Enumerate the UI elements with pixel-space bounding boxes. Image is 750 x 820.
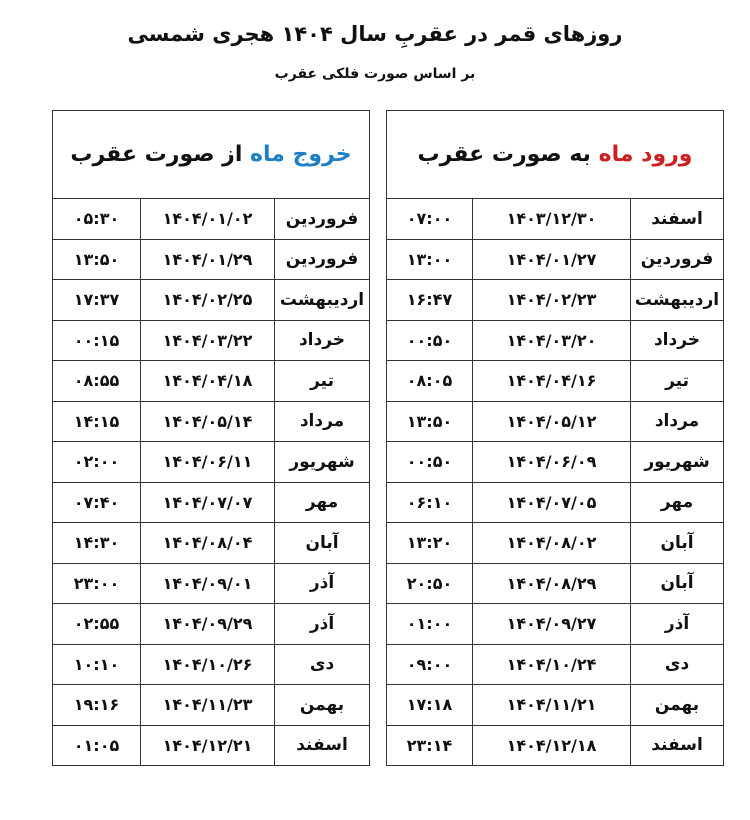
table-row: [387, 604, 724, 645]
month-cell: فروردین: [275, 239, 370, 280]
table-row: [53, 563, 370, 604]
page-subtitle: بر اساس صورت فلکی عقرب: [274, 66, 476, 82]
exit-table: [52, 110, 370, 766]
month-cell: شهریور: [631, 442, 724, 483]
month-cell: اسفند: [631, 199, 724, 240]
date-cell: ۱۴۰۴/۰۶/۰۹: [473, 442, 631, 483]
date-cell: ۱۴۰۴/۰۷/۰۷: [141, 482, 275, 523]
date-cell: ۱۴۰۴/۰۴/۱۶: [473, 361, 631, 402]
exit-table-heading: [53, 111, 370, 199]
month-cell: مرداد: [631, 401, 724, 442]
month-cell: خرداد: [275, 320, 370, 361]
month-cell: آبان: [631, 563, 724, 604]
table-row: [387, 401, 724, 442]
month-cell: مهر: [275, 482, 370, 523]
date-cell: ۱۴۰۴/۰۸/۰۲: [473, 523, 631, 564]
table-row: [53, 442, 370, 483]
time-cell: ۱۶:۴۷: [387, 280, 473, 321]
month-cell: خرداد: [631, 320, 724, 361]
month-cell: تیر: [275, 361, 370, 402]
date-cell: ۱۴۰۴/۰۸/۰۴: [141, 523, 275, 564]
table-row: [387, 361, 724, 402]
table-row: [387, 320, 724, 361]
entry-table: [386, 110, 724, 766]
table-row: [387, 685, 724, 726]
time-cell: ۰۵:۳۰: [53, 199, 141, 240]
table-row: [53, 401, 370, 442]
time-cell: ۰۲:۵۵: [53, 604, 141, 645]
month-cell: اردیبهشت: [275, 280, 370, 321]
date-cell: ۱۴۰۴/۱۱/۲۱: [473, 685, 631, 726]
table-row: [53, 361, 370, 402]
time-cell: ۰۰:۱۵: [53, 320, 141, 361]
table-row: [387, 482, 724, 523]
time-cell: ۰۱:۰۰: [387, 604, 473, 645]
time-cell: ۰۶:۱۰: [387, 482, 473, 523]
table-row: [53, 320, 370, 361]
month-cell: دی: [275, 644, 370, 685]
exit-heading-rest: از صورت عقرب: [70, 142, 243, 167]
exit-table-body: [53, 199, 370, 766]
table-row: [53, 280, 370, 321]
table-row: [53, 482, 370, 523]
time-cell: ۰۰:۵۰: [387, 320, 473, 361]
date-cell: ۱۴۰۴/۱۲/۲۱: [141, 725, 275, 766]
date-cell: ۱۴۰۴/۰۵/۱۴: [141, 401, 275, 442]
date-cell: ۱۴۰۴/۱۱/۲۳: [141, 685, 275, 726]
time-cell: ۲۰:۵۰: [387, 563, 473, 604]
month-cell: بهمن: [275, 685, 370, 726]
date-cell: ۱۴۰۴/۱۲/۱۸: [473, 725, 631, 766]
table-row: [387, 523, 724, 564]
time-cell: ۰۷:۰۰: [387, 199, 473, 240]
date-cell: ۱۴۰۴/۰۲/۲۳: [473, 280, 631, 321]
entry-heading-accent: ورود ماه: [598, 142, 693, 167]
table-row: [53, 644, 370, 685]
table-row: [53, 199, 370, 240]
time-cell: ۱۰:۱۰: [53, 644, 141, 685]
time-cell: ۱۳:۲۰: [387, 523, 473, 564]
month-cell: آذر: [275, 563, 370, 604]
date-cell: ۱۴۰۴/۱۰/۲۶: [141, 644, 275, 685]
exit-heading-accent: خروج ماه: [250, 142, 352, 167]
time-cell: ۱۳:۵۰: [387, 401, 473, 442]
date-cell: ۱۴۰۴/۰۳/۲۰: [473, 320, 631, 361]
time-cell: ۰۹:۰۰: [387, 644, 473, 685]
date-cell: ۱۴۰۴/۱۰/۲۴: [473, 644, 631, 685]
time-cell: ۱۴:۱۵: [53, 401, 141, 442]
month-cell: اسفند: [275, 725, 370, 766]
month-cell: فروردین: [631, 239, 724, 280]
date-cell: ۱۴۰۴/۰۹/۲۹: [141, 604, 275, 645]
month-cell: بهمن: [631, 685, 724, 726]
entry-table-heading: [387, 111, 724, 199]
date-cell: ۱۴۰۴/۰۵/۱۲: [473, 401, 631, 442]
time-cell: ۰۸:۰۵: [387, 361, 473, 402]
month-cell: فروردین: [275, 199, 370, 240]
month-cell: آبان: [275, 523, 370, 564]
date-cell: ۱۴۰۴/۰۱/۲۹: [141, 239, 275, 280]
table-row: [387, 280, 724, 321]
time-cell: ۰۷:۴۰: [53, 482, 141, 523]
time-cell: ۰۸:۵۵: [53, 361, 141, 402]
table-row: [53, 725, 370, 766]
table-row: [387, 563, 724, 604]
time-cell: ۰۱:۰۵: [53, 725, 141, 766]
month-cell: آذر: [631, 604, 724, 645]
time-cell: ۲۳:۰۰: [53, 563, 141, 604]
time-cell: ۰۰:۵۰: [387, 442, 473, 483]
table-row: [53, 685, 370, 726]
month-cell: آذر: [275, 604, 370, 645]
month-cell: مرداد: [275, 401, 370, 442]
month-cell: تیر: [631, 361, 724, 402]
date-cell: ۱۴۰۳/۱۲/۳۰: [473, 199, 631, 240]
entry-table-body: [387, 199, 724, 766]
table-row: [387, 725, 724, 766]
time-cell: ۱۳:۵۰: [53, 239, 141, 280]
time-cell: ۱۷:۱۸: [387, 685, 473, 726]
date-cell: ۱۴۰۴/۰۱/۰۲: [141, 199, 275, 240]
table-row: [387, 644, 724, 685]
page-title: روزهای قمر در عقربِ سال ۱۴۰۴ هجری شمسی: [127, 22, 623, 46]
entry-heading-rest: به صورت عقرب: [417, 142, 591, 167]
date-cell: ۱۴۰۴/۰۸/۲۹: [473, 563, 631, 604]
date-cell: ۱۴۰۴/۰۱/۲۷: [473, 239, 631, 280]
table-row: [53, 604, 370, 645]
time-cell: ۰۲:۰۰: [53, 442, 141, 483]
month-cell: شهریور: [275, 442, 370, 483]
table-row: [53, 523, 370, 564]
month-cell: اسفند: [631, 725, 724, 766]
date-cell: ۱۴۰۴/۰۳/۲۲: [141, 320, 275, 361]
table-row: [53, 239, 370, 280]
date-cell: ۱۴۰۴/۰۷/۰۵: [473, 482, 631, 523]
date-cell: ۱۴۰۴/۰۲/۲۵: [141, 280, 275, 321]
month-cell: مهر: [631, 482, 724, 523]
date-cell: ۱۴۰۴/۰۶/۱۱: [141, 442, 275, 483]
month-cell: دی: [631, 644, 724, 685]
time-cell: ۱۷:۳۷: [53, 280, 141, 321]
date-cell: ۱۴۰۴/۰۴/۱۸: [141, 361, 275, 402]
table-row: [387, 239, 724, 280]
time-cell: ۱۳:۰۰: [387, 239, 473, 280]
date-cell: ۱۴۰۴/۰۹/۰۱: [141, 563, 275, 604]
date-cell: ۱۴۰۴/۰۹/۲۷: [473, 604, 631, 645]
table-row: [387, 442, 724, 483]
time-cell: ۱۴:۳۰: [53, 523, 141, 564]
table-row: [387, 199, 724, 240]
month-cell: اردیبهشت: [631, 280, 724, 321]
time-cell: ۱۹:۱۶: [53, 685, 141, 726]
month-cell: آبان: [631, 523, 724, 564]
time-cell: ۲۳:۱۴: [387, 725, 473, 766]
